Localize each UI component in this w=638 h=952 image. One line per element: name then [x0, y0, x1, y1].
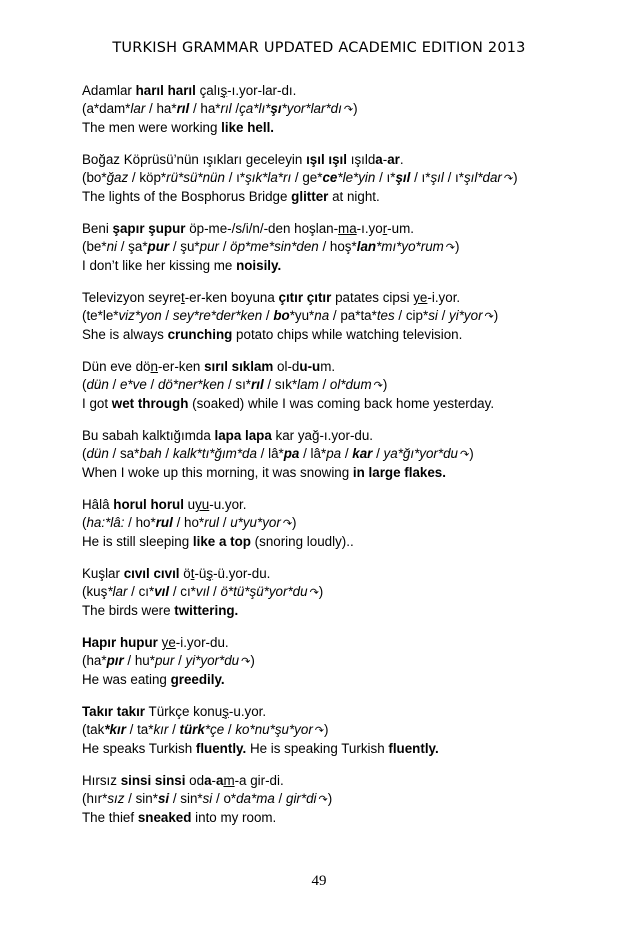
text-segment: wet through: [111, 396, 189, 411]
text-segment: ar: [387, 152, 400, 167]
pronunciation-line: [82, 376, 602, 395]
pronunciation-line: [82, 652, 602, 671]
text-segment: pur: [154, 653, 175, 668]
text-segment: ma: [338, 221, 357, 236]
text-segment: -ı.yo: [356, 221, 383, 236]
text-segment: yi*yor: [449, 308, 483, 323]
text-segment: sinsi sinsi: [120, 773, 186, 788]
text-segment: /: [209, 584, 221, 599]
text-segment: pur: [147, 239, 170, 254]
page-number: 49: [311, 873, 327, 889]
example-entry: [82, 82, 602, 137]
text-segment: ş: [222, 704, 229, 719]
text-segment: t: [180, 290, 185, 305]
text-segment: ya*ğı*yor*du: [383, 446, 458, 461]
text-segment: /: [108, 377, 120, 392]
curved-arrow-icon: ↷: [484, 311, 494, 323]
text-segment: / cip*: [394, 308, 429, 323]
text-segment: -ı.yor-du.: [319, 428, 374, 443]
text-segment: Televizyon seyre: [82, 290, 181, 305]
text-segment: sneaked: [137, 810, 192, 825]
text-segment: si: [157, 791, 170, 806]
curved-arrow-icon: ↷: [309, 587, 319, 599]
text-segment: like a top: [192, 534, 251, 549]
turkish-sentence: [82, 772, 602, 790]
example-entry: [82, 565, 602, 620]
text-segment: (: [82, 515, 87, 530]
text-segment: ha:*lâ:: [86, 515, 125, 530]
curved-arrow-icon: ↷: [373, 380, 383, 392]
text-segment: -i.yor.: [427, 290, 461, 305]
text-segment: şapır şupur: [112, 221, 186, 236]
text-segment: / pa*ta*: [329, 308, 377, 323]
text-segment: ): [382, 377, 388, 392]
turkish-sentence: [82, 82, 602, 100]
turkish-sentence: [82, 151, 602, 169]
text-segment: dö*ner*ken: [157, 377, 225, 392]
text-segment: I got: [82, 396, 112, 411]
text-segment: (a*dam*: [82, 101, 131, 116]
text-segment: ğ: [312, 428, 320, 443]
turkish-sentence: [82, 634, 602, 652]
text-segment: kar ya: [271, 428, 312, 443]
text-segment: / köp*: [128, 170, 167, 185]
example-entry: [82, 151, 602, 206]
text-segment: (: [82, 377, 87, 392]
text-segment: ö*tü*şü*yor*du: [220, 584, 308, 599]
pronunciation-line: [82, 169, 602, 188]
text-segment: -ü: [194, 566, 207, 581]
text-segment: The birds were: [82, 603, 175, 618]
text-segment: /: [372, 446, 384, 461]
text-segment: / cı*: [169, 584, 196, 599]
text-segment: ko*nu*şu*yor: [235, 722, 313, 737]
text-segment: e*ve: [119, 377, 147, 392]
pronunciation-line: [82, 514, 602, 533]
example-list: [82, 82, 602, 841]
curved-arrow-icon: ↷: [318, 794, 328, 806]
text-segment: /: [219, 515, 231, 530]
text-segment: şıl: [395, 170, 411, 185]
text-segment: ışıld: [347, 152, 376, 167]
text-segment: into my room.: [191, 810, 277, 825]
text-segment: The thief: [82, 810, 138, 825]
text-segment: ): [513, 170, 518, 185]
text-segment: ye: [413, 290, 428, 305]
text-segment: ): [469, 446, 474, 461]
text-segment: ): [318, 584, 324, 599]
text-segment: -a gir-di.: [234, 773, 284, 788]
text-segment: -um.: [387, 221, 414, 236]
text-segment: like hell.: [221, 120, 275, 135]
text-segment: ğaz: [106, 170, 129, 185]
text-segment: pa: [283, 446, 300, 461]
text-segment: / sı*: [224, 377, 252, 392]
text-segment: ): [455, 239, 460, 254]
curved-arrow-icon: ↷: [241, 656, 251, 668]
text-segment: / şa*: [117, 239, 148, 254]
text-segment: /: [174, 653, 186, 668]
text-segment: ): [292, 515, 297, 530]
english-translation: [82, 188, 602, 206]
text-segment: fluently.: [388, 741, 439, 756]
turkish-sentence: [82, 496, 602, 514]
text-segment: ): [493, 308, 499, 323]
text-segment: rul: [204, 515, 220, 530]
text-segment: /: [161, 308, 173, 323]
example-entry: [82, 496, 602, 551]
text-segment: ol*dum: [329, 377, 372, 392]
text-segment: ): [324, 722, 329, 737]
text-segment: horul horul: [113, 497, 184, 512]
text-segment: rıl: [220, 101, 232, 116]
text-segment: r: [382, 221, 388, 236]
text-segment: / ta*: [125, 722, 154, 737]
text-segment: / o*: [212, 791, 237, 806]
text-segment: / ho*: [172, 515, 205, 530]
text-segment: /: [168, 722, 180, 737]
text-segment: a: [375, 152, 383, 167]
english-translation: [82, 257, 602, 275]
text-segment: Takır takır: [82, 704, 146, 719]
text-segment: n: [150, 359, 158, 374]
text-segment: pur: [199, 239, 219, 254]
example-entry: [82, 220, 602, 275]
text-segment: (kuş: [82, 584, 108, 599]
curved-arrow-icon: ↷: [445, 242, 456, 254]
text-segment: / sin*: [169, 791, 203, 806]
text-segment: kır: [153, 722, 169, 737]
text-segment: -i.yor-du.: [175, 635, 229, 650]
pronunciation-line: [82, 790, 602, 809]
turkish-sentence: [82, 565, 602, 583]
text-segment: şı: [270, 101, 282, 116]
text-segment: potato chips while watching television.: [232, 327, 463, 342]
text-segment: The lights of the Bosphorus Bridge: [82, 189, 292, 204]
text-segment: ): [353, 101, 358, 116]
english-translation: [82, 464, 602, 482]
text-segment: / ı*: [224, 170, 246, 185]
english-translation: [82, 326, 602, 344]
text-segment: *yor*lar*dı: [281, 101, 342, 116]
text-segment: u*yu*yor: [230, 515, 281, 530]
text-segment: /: [146, 377, 158, 392]
turkish-sentence: [82, 703, 602, 721]
text-segment: / ho*: [124, 515, 156, 530]
text-segment: sız: [107, 791, 125, 806]
text-segment: na: [314, 308, 330, 323]
pronunciation-line: [82, 238, 602, 257]
text-segment: Bu sabah kalktığımda: [82, 428, 215, 443]
text-segment: kalk*tı*ğım*da: [172, 446, 257, 461]
text-segment: / lâ*: [299, 446, 327, 461]
pronunciation-line: [82, 100, 602, 119]
text-segment: /: [218, 239, 231, 254]
text-segment: vıl: [195, 584, 210, 599]
text-segment: / hu*: [123, 653, 155, 668]
text-segment: bo: [273, 308, 290, 323]
text-segment: ş: [220, 83, 228, 98]
text-segment: t: [190, 566, 195, 581]
english-translation: [82, 671, 602, 689]
text-segment: ışıl ışıl: [306, 152, 347, 167]
text-segment: (: [82, 446, 87, 461]
text-segment: da*ma: [236, 791, 275, 806]
text-segment: / lâ*: [256, 446, 284, 461]
text-segment: at night.: [328, 189, 380, 204]
text-segment: Hâlâ: [82, 497, 114, 512]
text-segment: I don’t like her kissing me: [82, 258, 237, 273]
text-segment: od: [185, 773, 205, 788]
text-segment: viz*yon: [118, 308, 162, 323]
text-segment: glitter: [291, 189, 329, 204]
text-segment: *lar: [107, 584, 128, 599]
text-segment: He speaks Turkish: [82, 741, 196, 756]
curved-arrow-icon: ↷: [314, 725, 324, 737]
curved-arrow-icon: ↷: [343, 104, 354, 116]
text-segment: (be*: [82, 239, 107, 254]
text-segment: kar: [352, 446, 373, 461]
text-segment: /: [318, 377, 330, 392]
text-segment: She is always: [82, 327, 168, 342]
text-segment: şıl*dar: [463, 170, 502, 185]
text-segment: (snoring loudly)..: [250, 534, 354, 549]
text-segment: in large flakes.: [352, 465, 446, 480]
text-segment: m: [223, 773, 235, 788]
text-segment: / ı*: [443, 170, 464, 185]
text-segment: *kır: [104, 722, 126, 737]
text-segment: -: [211, 773, 216, 788]
text-segment: yi*yor*du: [185, 653, 240, 668]
pronunciation-line: [82, 583, 602, 602]
curved-arrow-icon: ↷: [460, 449, 470, 461]
text-segment: lar: [130, 101, 146, 116]
text-segment: -ü.yor-du.: [213, 566, 271, 581]
example-entry: [82, 703, 602, 758]
text-segment: / şu*: [169, 239, 200, 254]
pronunciation-line: [82, 445, 602, 464]
text-segment: ça*lı*: [239, 101, 271, 116]
english-translation: [82, 119, 602, 137]
text-segment: ): [327, 791, 333, 806]
text-segment: -er-ken boyuna: [184, 290, 279, 305]
text-segment: -u.yor.: [209, 497, 247, 512]
running-header: TURKISH GRAMMAR UPDATED ACADEMIC EDITION 2013: [112, 40, 526, 56]
text-segment: / ı*: [375, 170, 396, 185]
text-segment: /: [274, 791, 286, 806]
text-segment: Hapır hupur: [82, 635, 158, 650]
text-segment: / sin*: [124, 791, 158, 806]
turkish-sentence: [82, 220, 602, 238]
text-segment: öp*me*sin*den: [230, 239, 319, 254]
text-segment: si: [202, 791, 213, 806]
example-entry: [82, 358, 602, 413]
text-segment: a: [215, 773, 224, 788]
example-entry: [82, 634, 602, 689]
text-segment: -: [382, 152, 388, 167]
curved-arrow-icon: ↷: [282, 518, 293, 530]
text-segment: Adamlar: [82, 83, 136, 98]
text-segment: sey*re*der*ken: [172, 308, 263, 323]
text-segment: a: [204, 773, 212, 788]
text-segment: / ha*: [145, 101, 177, 116]
text-segment: fluently.: [195, 741, 247, 756]
text-segment: rıl: [251, 377, 264, 392]
text-segment: He is still sleeping: [82, 534, 193, 549]
curved-arrow-icon: ↷: [503, 173, 514, 185]
text-segment: ): [250, 653, 255, 668]
text-segment: / hoş*: [318, 239, 357, 254]
text-segment: -ı.yor-lar-dı.: [227, 83, 297, 98]
text-segment: *çe: [204, 722, 225, 737]
text-segment: m.: [320, 359, 336, 374]
text-segment: sırıl sıklam: [204, 359, 274, 374]
text-segment: tes: [376, 308, 395, 323]
text-segment: / cı*: [127, 584, 155, 599]
text-segment: / ha*: [189, 101, 221, 116]
text-segment: /: [161, 446, 173, 461]
english-translation: [82, 809, 602, 827]
text-segment: / sa*: [108, 446, 140, 461]
text-segment: vıl: [154, 584, 170, 599]
turkish-sentence: [82, 358, 602, 376]
text-segment: dün: [86, 377, 109, 392]
text-segment: (soaked) while I was coming back home yesterday.: [188, 396, 495, 411]
text-segment: /: [341, 446, 353, 461]
text-segment: .: [399, 152, 404, 167]
text-segment: *mı*yo*rum: [376, 239, 444, 254]
text-segment: Hırsız: [82, 773, 121, 788]
text-segment: lapa lapa: [214, 428, 272, 443]
example-entry: [82, 289, 602, 344]
text-segment: greedily.: [170, 672, 225, 687]
text-segment: / ge*: [291, 170, 323, 185]
text-segment: gir*di: [286, 791, 317, 806]
text-segment: Kuşlar: [82, 566, 124, 581]
text-segment: dün: [86, 446, 109, 461]
text-segment: pa: [326, 446, 342, 461]
text-segment: crunching: [167, 327, 233, 342]
turkish-sentence: [82, 289, 602, 307]
example-entry: [82, 427, 602, 482]
text-segment: twittering.: [174, 603, 239, 618]
text-segment: (te*le*: [82, 308, 119, 323]
text-segment: şık*la*rı: [245, 170, 292, 185]
text-segment: lam: [297, 377, 319, 392]
english-translation: [82, 533, 602, 551]
text-segment: (hır*: [82, 791, 108, 806]
text-segment: lan: [356, 239, 377, 254]
text-segment: /: [224, 722, 236, 737]
english-translation: [82, 602, 602, 620]
text-segment: ö: [179, 566, 191, 581]
text-segment: (tak: [82, 722, 105, 737]
text-segment: u: [183, 497, 196, 512]
text-segment: çalı: [195, 83, 221, 98]
text-segment: /: [262, 308, 274, 323]
text-segment: cıvıl cıvıl: [123, 566, 180, 581]
text-segment: / sık*: [263, 377, 298, 392]
text-segment: (ha*: [82, 653, 107, 668]
text-segment: Türkçe konu: [145, 704, 223, 719]
text-segment: He was eating: [82, 672, 171, 687]
text-segment: öp-me-/s/i/n/-den hoşlan-: [185, 221, 339, 236]
text-segment: patates cipsi: [331, 290, 414, 305]
text-segment: /: [437, 308, 450, 323]
text-segment: rul: [155, 515, 173, 530]
text-segment: ş: [206, 566, 214, 581]
text-segment: şıl: [430, 170, 444, 185]
turkish-sentence: [82, 427, 602, 445]
text-segment: When I woke up this morning, it was snowing: [82, 465, 353, 480]
text-segment: Beni: [82, 221, 113, 236]
text-segment: u-u: [299, 359, 321, 374]
text-segment: si: [428, 308, 438, 323]
text-segment: *le*yin: [337, 170, 376, 185]
text-segment: harıl harıl: [135, 83, 196, 98]
text-segment: ol-d: [273, 359, 300, 374]
pronunciation-line: [82, 721, 602, 740]
text-segment: ce: [322, 170, 338, 185]
text-segment: -u.yor.: [228, 704, 267, 719]
text-segment: yu: [195, 497, 210, 512]
text-segment: rü*sü*nün: [166, 170, 225, 185]
text-segment: The men were working: [82, 120, 222, 135]
text-segment: / ı*: [410, 170, 431, 185]
pronunciation-line: [82, 307, 602, 326]
text-segment: pır: [106, 653, 124, 668]
english-translation: [82, 740, 602, 758]
text-segment: Dün eve dö: [82, 359, 151, 374]
text-segment: türk: [179, 722, 205, 737]
text-segment: bah: [139, 446, 162, 461]
text-segment: (bo*: [82, 170, 107, 185]
text-segment: *yu*: [289, 308, 315, 323]
text-segment: ye: [161, 635, 176, 650]
text-segment: rıl: [176, 101, 190, 116]
text-segment: ni: [106, 239, 118, 254]
text-segment: Boğaz Köprüsü’nün ışıkları geceleyin: [82, 152, 307, 167]
text-segment: /: [231, 101, 240, 116]
text-segment: noisily.: [236, 258, 282, 273]
text-segment: -er-ken: [157, 359, 205, 374]
text-segment: He is speaking Turkish: [246, 741, 389, 756]
example-entry: [82, 772, 602, 827]
text-segment: çıtır çıtır: [278, 290, 332, 305]
english-translation: [82, 395, 602, 413]
